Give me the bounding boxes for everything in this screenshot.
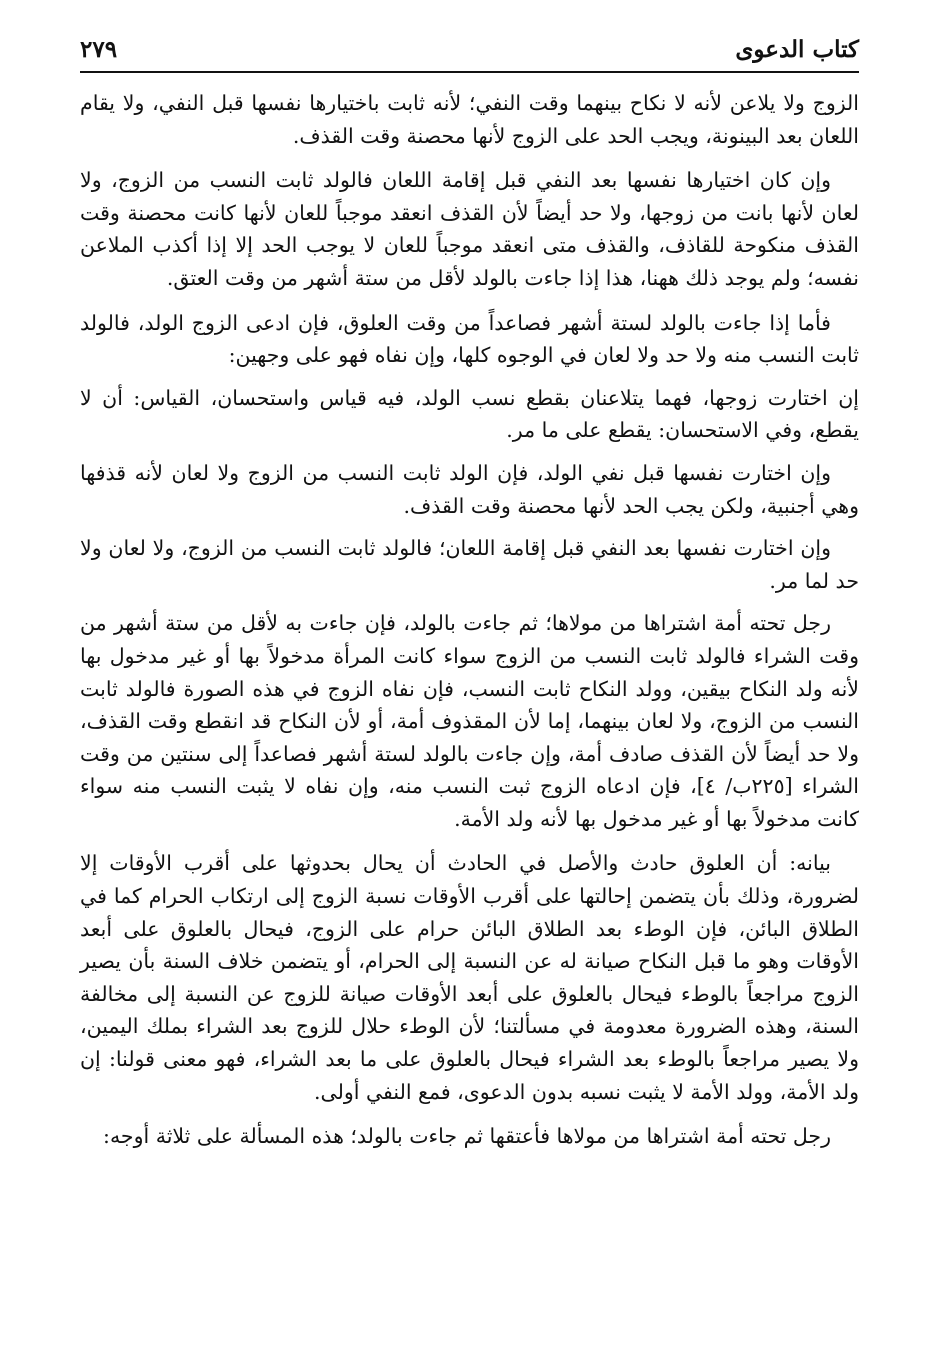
body-text <box>80 87 859 1153</box>
paragraph: إن اختارت زوجها، فهما يتلاعنان بقطع نسب الولد، فيه قياس واستحسان، القياس: أن لا يقطع، وفي الاستحسان: يقطع على ما مر. <box>80 385 859 443</box>
paragraph: بيانه: أن العلوق حادث والأصل في الحادث أن يحال بحدوثها على أقرب الأوقات إلا لضرورة، وذلك بأن يتضمن إحالتها على أقرب الأوقات نسبة الزوج إلى ارتكاب الحرام كما في الطلاق البائن، فإن الوطء بعد الطلاق البائن حرام على الزوج، فيحال بالعلوق على أبعد الأوقات وهو ما قبل النكاح صيانة له عن النسبة إلى الحرام، أو يتضمن خلاف السنة بأن يصير الزوج مراجعاً بالوطء فيحال بالعلوق على أبعد الأوقات صيانة للزوج عن النسبة إلى مخالفة السنة، وهذه الضرورة معدومة في مسألتنا؛ لأن الوطء حلال للزوج بعد الشراء بملك اليمين، ولا يصير مراجعاً بالوطء بعد الشراء فيحال بالعلوق على ما بعد الشراء، فهو معنى قولنا: إن ولد الأمة، وولد الأمة لا يثبت نسبه بدون الدعوى، فمع النفي أولى. <box>80 851 859 1104</box>
page-header <box>80 36 859 73</box>
running-title: كتاب الدعوى <box>735 36 859 63</box>
paragraph: رجل تحته أمة اشتراها من مولاها فأعتقها ثم جاءت بالولد؛ هذه المسألة على ثلاثة أوجه: <box>103 1124 831 1149</box>
paragraph: رجل تحته أمة اشتراها من مولاها؛ ثم جاءت بالولد، فإن جاءت به لأقل من ستة أشهر من وقت الشراء فالولد ثابت النسب من الزوج سواء كانت المرأة مدخولاً بها أو غير مدخول بها لأنه ولد النكاح بيقين، وولد النكاح ثابت النسب، فإن نفاه الزوج في هذه الصورة فالولد ثابت النسب من الزوج، ولا لعان بينهما، إما لأن المقذوف أمة، أو لأن النكاح قد انقطع وقت القذف، ولا حد أيضاً لأن القذف صادف أمة، وإن جاءت بالولد لستة أشهر فصاعداً إلى سنتين من وقت الشراء [٢٢٥ب/ ٤]، فإن ادعاه الزوج ثبت النسب منه، وإن نفاه لا يثبت النسب منه سواء كانت مدخولاً بها أو غير مدخول بها لأنه ولد الأمة. <box>80 611 859 831</box>
page-number: ٢٧٩ <box>80 36 118 63</box>
paragraph: وإن كان اختيارها نفسها بعد النفي قبل إقامة اللعان فالولد ثابت النسب من الزوج، ولا لعان لأنها بانت من زوجها، ولا حد أيضاً لأن القذف انعقد موجباً للعان لأنها كانت محصنة وقت القذف منكوحة للقاذف، والقذف متى انعقد موجباً للعان لا يوجب الحد إلا إذا أكذب الملاعن نفسه؛ ولم يوجد ذلك ههنا، هذا إذا جاءت بالولد لأقل من ستة أشهر من وقت العتق. <box>80 168 859 290</box>
paragraph: وإن اختارت نفسها قبل نفي الولد، فإن الولد ثابت النسب من الزوج ولا لعان لأنه قذفها وهي أجنبية، ولكن يجب الحد لأنها محصنة وقت القذف. <box>80 460 859 518</box>
paragraph: وإن اختارت نفسها بعد النفي قبل إقامة اللعان؛ فالولد ثابت النسب من الزوج، ولا لعان ولا حد لما مر. <box>80 536 859 593</box>
paragraph: الزوج ولا يلاعن لأنه لا نكاح بينهما وقت النفي؛ لأنه ثابت باختيارها نفسها قبل النفي، ولا يقام اللعان بعد البينونة، ويجب الحد على الزوج لأنها محصنة وقت القذف. <box>80 91 859 148</box>
paragraph: فأما إذا جاءت بالولد لستة أشهر فصاعداً من وقت العلوق، فإن ادعى الزوج الولد، فالولد ثابت النسب منه ولا حد ولا لعان في الوجوه كلها، وإن نفاه فهو على وجهين: <box>80 310 859 368</box>
